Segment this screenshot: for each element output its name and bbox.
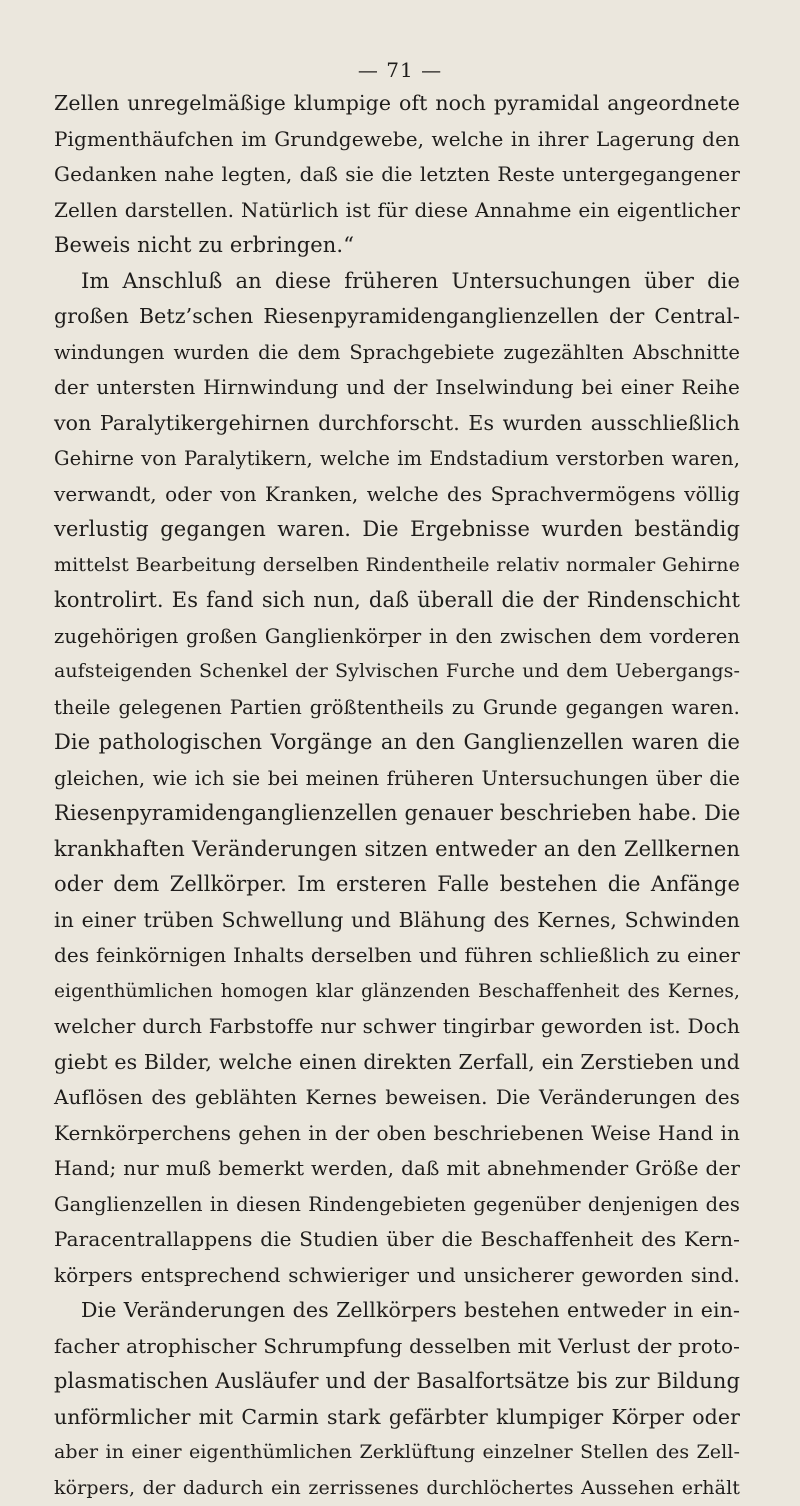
text-line: körpers entsprechend schwieriger und unsicherer geworden sind.	[54, 1258, 740, 1294]
text-line: Paracentrallappens die Studien über die Beschaffenheit des Kern-	[54, 1222, 740, 1258]
text-line: Zellen darstellen. Natürlich ist für diese Annahme ein eigentlicher	[54, 193, 740, 229]
text-line: facher atrophischer Schrumpfung desselben mit Verlust der proto-	[54, 1329, 740, 1365]
text-line: plasmatischen Ausläufer und der Basalfortsätze bis zur Bildung	[54, 1364, 740, 1400]
text-line: welcher durch Farbstoffe nur schwer tingirbar geworden ist. Doch	[54, 1009, 740, 1045]
text-line: Ganglienzellen in diesen Rindengebieten gegenüber denjenigen des	[54, 1187, 740, 1223]
text-line: zugehörigen großen Ganglienkörper in den zwischen dem vorderen	[54, 619, 740, 655]
text-line: Pigmenthäufchen im Grundgewebe, welche in ihrer Lagerung den	[54, 122, 740, 158]
text-line: kontrolirt. Es fand sich nun, daß überall die der Rindenschicht	[54, 583, 740, 619]
text-line: Im Anschluß an diese früheren Untersuchungen über die	[54, 264, 740, 300]
text-line: Kernkörperchens gehen in der oben beschriebenen Weise Hand in	[54, 1116, 740, 1152]
text-line: Gehirne von Paralytikern, welche im Endstadium verstorben waren,	[54, 441, 740, 477]
text-line: windungen wurden die dem Sprachgebiete zugezählten Abschnitte	[54, 335, 740, 371]
text-line: Gedanken nahe legten, daß sie die letzten Reste untergegangener	[54, 157, 740, 193]
text-line: aufsteigenden Schenkel der Sylvischen Furche und dem Uebergangs-	[54, 654, 740, 690]
text-line: Riesenpyramidenganglienzellen genauer beschrieben habe. Die	[54, 796, 740, 832]
text-line: oder dem Zellkörper. Im ersteren Falle bestehen die Anfänge	[54, 867, 740, 903]
text-line: von Paralytikergehirnen durchforscht. Es wurden ausschließlich	[54, 406, 740, 442]
text-line: in einer trüben Schwellung und Blähung des Kernes, Schwinden	[54, 903, 740, 939]
text-line: verwandt, oder von Kranken, welche des Sprachvermögens völlig	[54, 477, 740, 513]
text-line: unförmlicher mit Carmin stark gefärbter klumpiger Körper oder	[54, 1400, 740, 1436]
text-line: eigenthümlichen homogen klar glänzenden Beschaffenheit des Kernes,	[54, 974, 740, 1010]
page-number: — 71 —	[0, 58, 800, 82]
text-line: krankhaften Veränderungen sitzen entweder an den Zellkernen	[54, 832, 740, 868]
text-line: Die pathologischen Vorgänge an den Ganglienzellen waren die	[54, 725, 740, 761]
text-line: gleichen, wie ich sie bei meinen früheren Untersuchungen über die	[54, 761, 740, 797]
text-line: mittelst Bearbeitung derselben Rindentheile relativ normaler Gehirne	[54, 548, 740, 584]
text-line: giebt es Bilder, welche einen direkten Zerfall, ein Zerstieben und	[54, 1045, 740, 1081]
text-line: Auflösen des geblähten Kernes beweisen. Die Veränderungen des	[54, 1080, 740, 1116]
text-line: des feinkörnigen Inhalts derselben und führen schließlich zu einer	[54, 938, 740, 974]
text-line: Beweis nicht zu erbringen.“	[54, 228, 740, 264]
text-line: körpers, der dadurch ein zerrissenes durchlöchertes Aussehen erhält	[54, 1471, 740, 1506]
text-line: Zellen unregelmäßige klumpige oft noch pyramidal angeordnete	[54, 86, 740, 122]
body-text	[54, 86, 740, 1506]
text-line: der untersten Hirnwindung und der Inselwindung bei einer Reihe	[54, 370, 740, 406]
text-line: verlustig gegangen waren. Die Ergebnisse wurden beständig	[54, 512, 740, 548]
text-line: großen Betz’schen Riesenpyramidenganglienzellen der Central-	[54, 299, 740, 335]
text-line: Die Veränderungen des Zellkörpers bestehen entweder in ein-	[54, 1293, 740, 1329]
text-line: Hand; nur muß bemerkt werden, daß mit abnehmender Größe der	[54, 1151, 740, 1187]
text-line: aber in einer eigenthümlichen Zerklüftung einzelner Stellen des Zell-	[54, 1435, 740, 1471]
text-line: theile gelegenen Partien größtentheils zu Grunde gegangen waren.	[54, 690, 740, 726]
